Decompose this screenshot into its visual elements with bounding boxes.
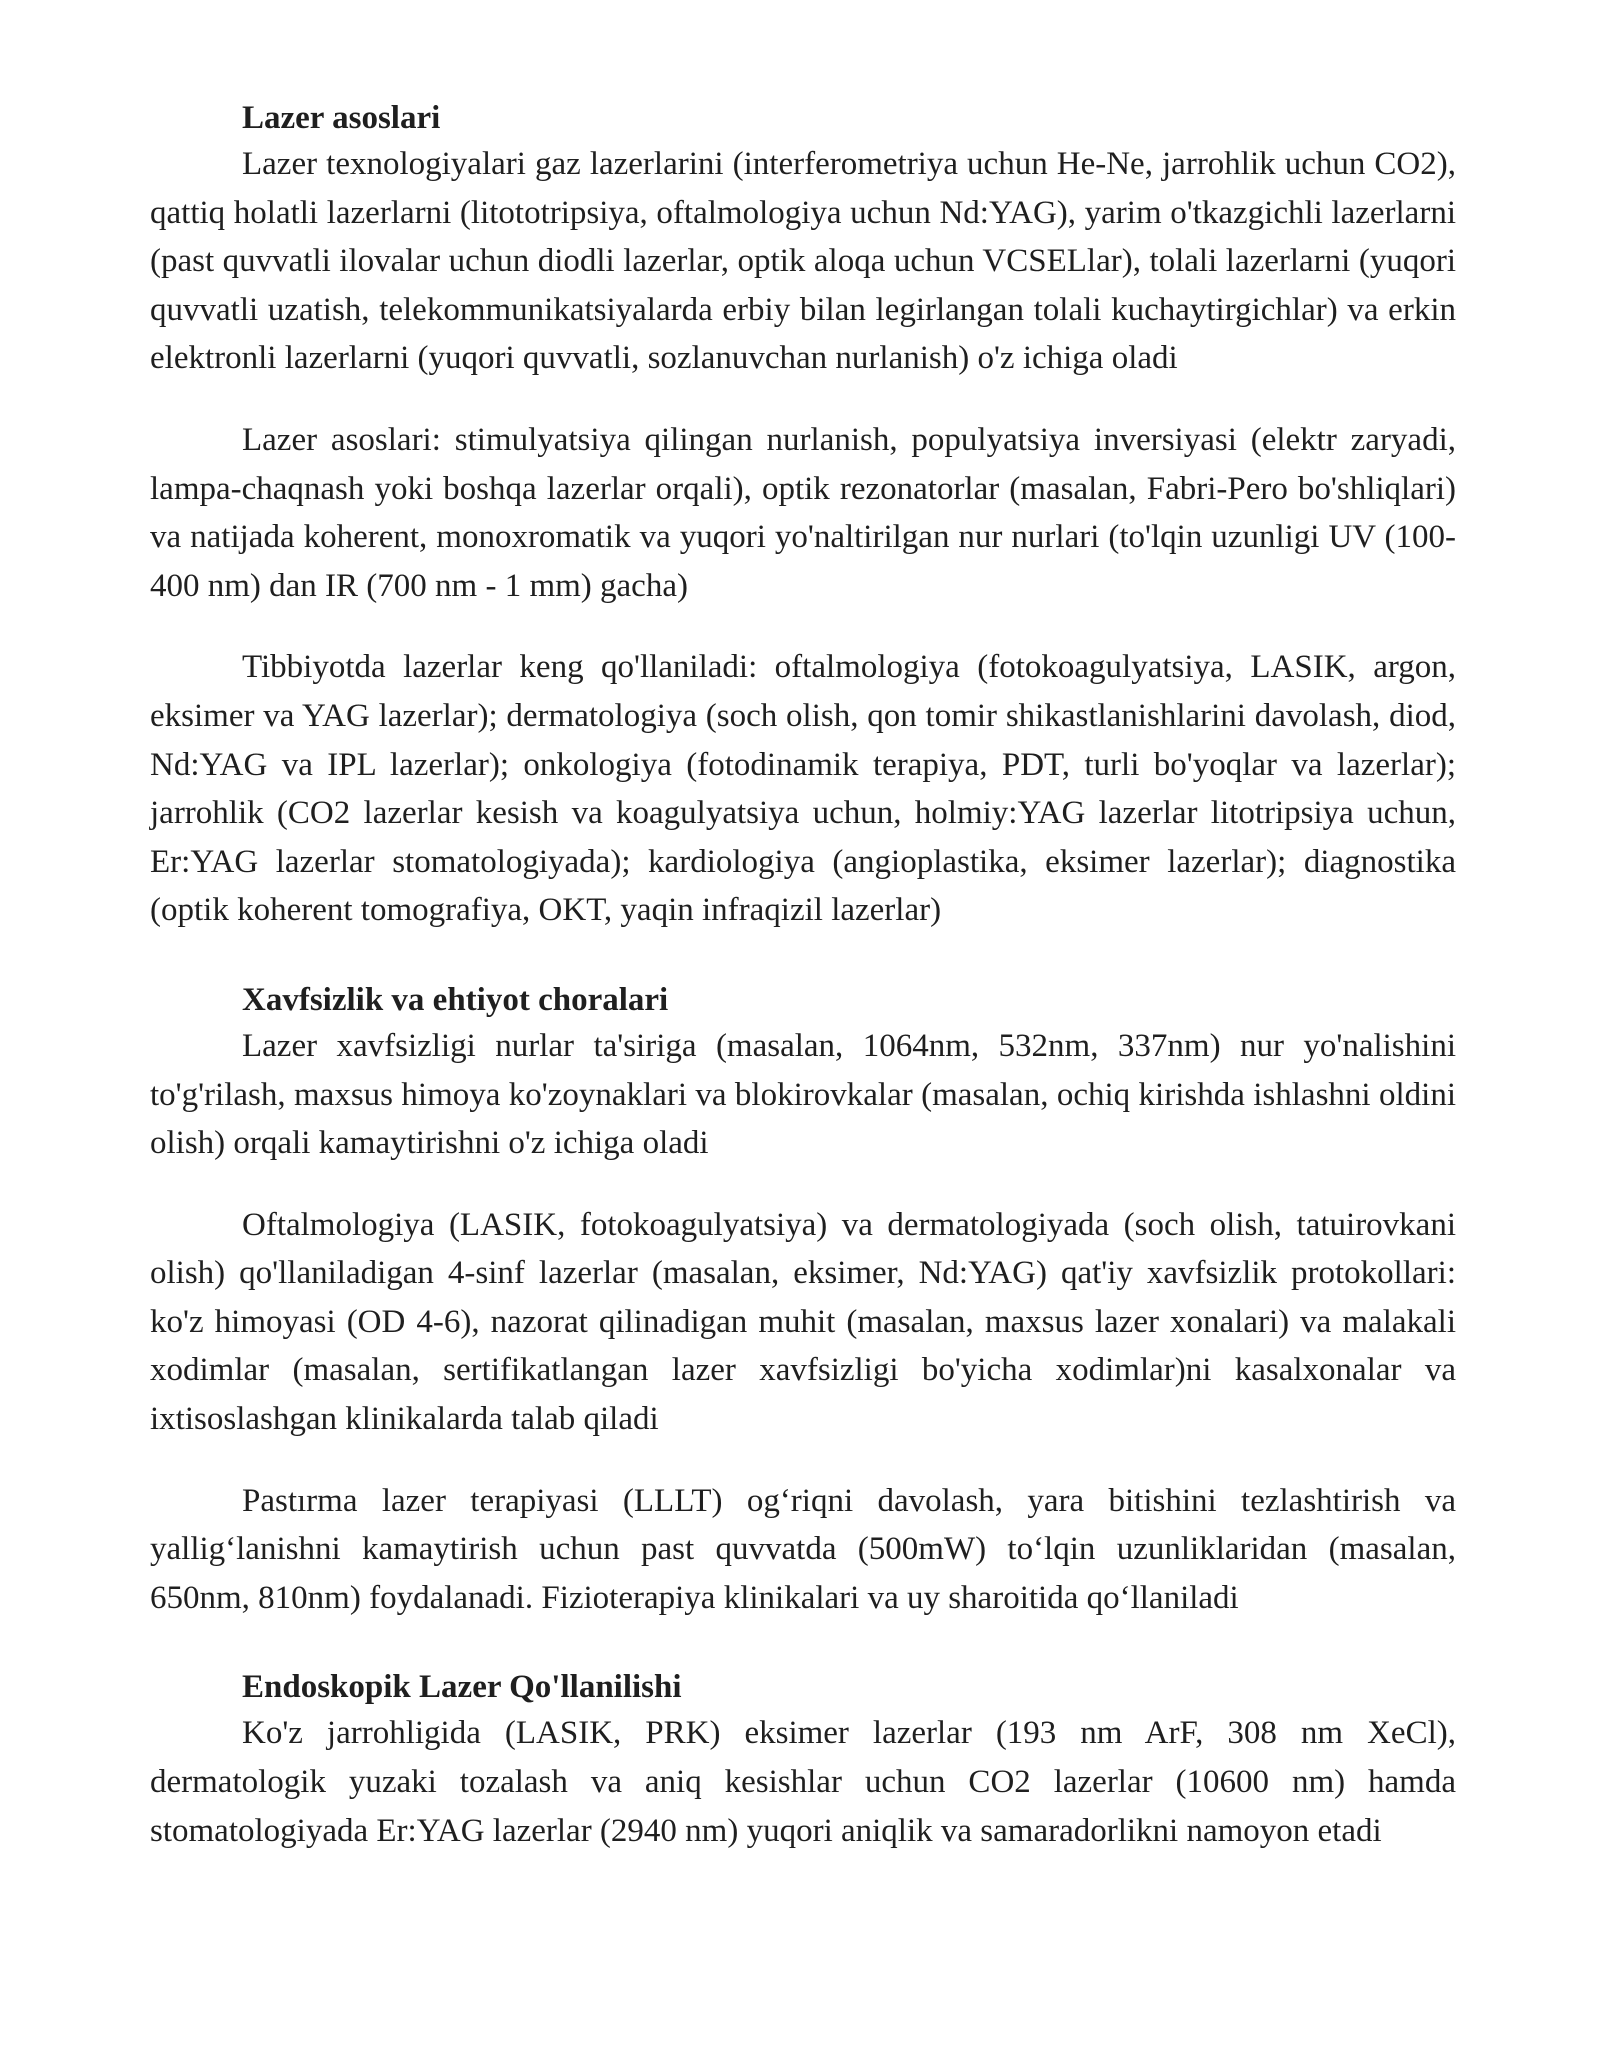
section-heading: Xavfsizlik va ehtiyot choralari: [242, 981, 669, 1018]
paragraph: Lazer xavfsizligi nurlar ta'siriga (masalan, 1064nm, 532nm, 337nm) nur yo'nalishini to'g'rilash, maxsus himoya ko'zoynaklari va blokirovkalar (masalan, ochiq kirishda ishlashni oldini olish) orqali kamaytirishni o'z ichiga oladi: [150, 1027, 1456, 1162]
section-heading: Lazer asoslari: [242, 100, 441, 136]
paragraph: Pastırma lazer terapiyasi (LLLT) og‘riqni davolash, yara bitishini tezlashtirish va yallig‘lanishni kamaytirish uchun past quvvatda (500mW) to‘lqin uzunliklaridan (masalan, 650nm, 810nm) foydalanadi. Fizioterapiya klinikalari va uy sharoitida qo‘llaniladi: [150, 1482, 1456, 1616]
paragraph: Ko'z jarrohligida (LASIK, PRK) eksimer lazerlar (193 nm ArF, 308 nm XeCl), dermatologik yuzaki tozalash va aniq kesishlar uchun CO2 lazerlar (10600 nm) hamda stomatologiyada Er:YAG lazerlar (2940 nm) yuqori aniqlik va samaradorlikni namoyon etadi: [150, 1715, 1456, 1849]
section-lazer-asoslari: [150, 96, 1456, 935]
section-endoskopik: [150, 1665, 1456, 1855]
paragraph: Lazer asoslari: stimulyatsiya qilingan nurlanish, populyatsiya inversiyasi (elektr zaryadi, lampa-chaqnash yoki boshqa lazerlar orqali), optik rezonatorlar (masalan, Fabri-Pero bo'shliqlari) va natijada koherent, monoxromatik va yuqori yo'naltirilgan nur nurlari (to'lqin uzunligi UV (100-400 nm) dan IR (700 nm - 1 mm) gacha): [150, 421, 1456, 604]
paragraph: Oftalmologiya (LASIK, fotokoagulyatsiya) va dermatologiyada (soch olish, tatuirovkani olish) qo'llaniladigan 4-sinf lazerlar (masalan, eksimer, Nd:YAG) qat'iy xavfsizlik protokollari: ko'z himoyasi (OD 4-6), nazorat qilinadigan muhit (masalan, maxsus lazer xonalari) va malakali xodimlar (masalan, sertifikatlangan lazer xavfsizligi bo'yicha xodimlar)ni kasalxonalar va ixtisoslashgan klinikalarda talab qiladi: [150, 1206, 1456, 1438]
paragraph: Tibbiyotda lazerlar keng qo'llaniladi: oftalmologiya (fotokoagulyatsiya, LASIK, argon, eksimer va YAG lazerlar); dermatologiya (soch olish, qon tomir shikastlanishlarini davolash, diod, Nd:YAG va IPL lazerlar); onkologiya (fotodinamik terapiya, PDT, turli bo'yoqlar va lazerlar); jarrohlik (CO2 lazerlar kesish va koagulyatsiya uchun, holmiy:YAG lazerlar litotripsiya uchun, Er:YAG lazerlar stomatologiyada); kardiologiya (angioplastika, eksimer lazerlar); diagnostika (optik koherent tomografiya, OKT, yaqin infraqizil lazerlar): [150, 649, 1456, 929]
section-heading: Endoskopik Lazer Qo'llanilishi: [242, 1669, 682, 1706]
paragraph: Lazer texnologiyalari gaz lazerlarini (interferometriya uchun He-Ne, jarrohlik uchun CO2), qattiq holatli lazerlarni (litototripsiya, oftalmologiya uchun Nd:YAG), yarim o'tkazgichli lazerlarni (past quvvatli ilovalar uchun diodli lazerlar, optik aloqa uchun VCSELlar), tolali lazerlarni (yuqori quvvatli uzatish, telekommunikatsiyalarda erbiy bilan legirlangan tolali kuchaytirgichlar) va erkin elektronli lazerlarni (yuqori quvvatli, sozlanuvchan nurlanish) o'z ichiga oladi: [150, 146, 1456, 377]
section-xavfsizlik: [150, 978, 1456, 1623]
document-page: [150, 96, 1456, 1855]
